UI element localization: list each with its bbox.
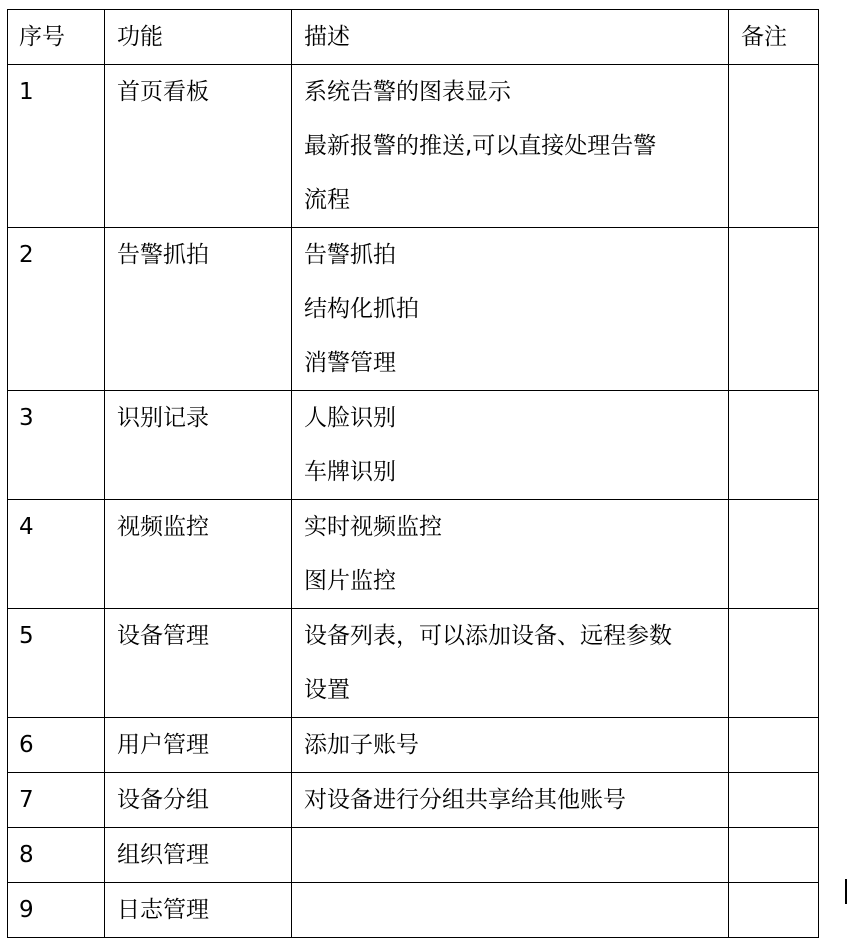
table-row — [8, 718, 819, 773]
row-description — [292, 718, 729, 773]
row-no: 4 — [8, 500, 105, 609]
description-line: 添加子账号 — [304, 732, 419, 758]
table-row — [8, 883, 819, 938]
description-line: 结构化抓拍 — [304, 296, 419, 322]
header-description: 描述 — [292, 10, 729, 65]
description-line: 对设备进行分组共享给其他账号 — [304, 787, 626, 813]
row-note — [729, 609, 819, 718]
row-no: 2 — [8, 228, 105, 391]
row-note — [729, 718, 819, 773]
header-note: 备注 — [729, 10, 819, 65]
row-description — [292, 65, 729, 228]
row-function: 视频监控 — [105, 500, 292, 609]
row-function: 设备分组 — [105, 773, 292, 828]
description-line: 消警管理 — [304, 350, 396, 376]
row-description — [292, 883, 729, 938]
description-line: 流程 — [304, 187, 350, 213]
description-line: 设备列表，可以添加设备、远程参数 — [304, 623, 672, 649]
description-line: 人脸识别 — [304, 405, 396, 431]
description-line: 设置 — [304, 677, 350, 703]
table-header-row — [8, 10, 819, 65]
row-function: 用户管理 — [105, 718, 292, 773]
row-description — [292, 609, 729, 718]
text-cursor-mark — [845, 879, 847, 904]
row-note — [729, 828, 819, 883]
table-row — [8, 828, 819, 883]
row-description — [292, 391, 729, 500]
description-line: 图片监控 — [304, 568, 396, 594]
row-description — [292, 828, 729, 883]
row-function: 首页看板 — [105, 65, 292, 228]
description-line: 车牌识别 — [304, 459, 396, 485]
row-note — [729, 391, 819, 500]
row-function: 设备管理 — [105, 609, 292, 718]
row-note — [729, 500, 819, 609]
description-line: 告警抓拍 — [304, 242, 396, 268]
row-function: 告警抓拍 — [105, 228, 292, 391]
row-description — [292, 228, 729, 391]
table-row — [8, 228, 819, 391]
description-line: 最新报警的推送,可以直接处理告警 — [304, 133, 657, 159]
table-row — [8, 500, 819, 609]
row-description — [292, 773, 729, 828]
row-note — [729, 65, 819, 228]
row-no: 7 — [8, 773, 105, 828]
row-description — [292, 500, 729, 609]
table-row — [8, 65, 819, 228]
row-note — [729, 883, 819, 938]
table-row — [8, 391, 819, 500]
header-function: 功能 — [105, 10, 292, 65]
row-no: 3 — [8, 391, 105, 500]
feature-table — [7, 9, 819, 938]
table-row — [8, 609, 819, 718]
header-no: 序号 — [8, 10, 105, 65]
row-no: 9 — [8, 883, 105, 938]
row-function: 日志管理 — [105, 883, 292, 938]
row-no: 6 — [8, 718, 105, 773]
row-function: 组织管理 — [105, 828, 292, 883]
description-line: 实时视频监控 — [304, 514, 442, 540]
row-no: 1 — [8, 65, 105, 228]
row-note — [729, 228, 819, 391]
row-no: 5 — [8, 609, 105, 718]
description-line: 系统告警的图表显示 — [304, 79, 511, 105]
row-note — [729, 773, 819, 828]
table-row — [8, 773, 819, 828]
row-no: 8 — [8, 828, 105, 883]
row-function: 识别记录 — [105, 391, 292, 500]
